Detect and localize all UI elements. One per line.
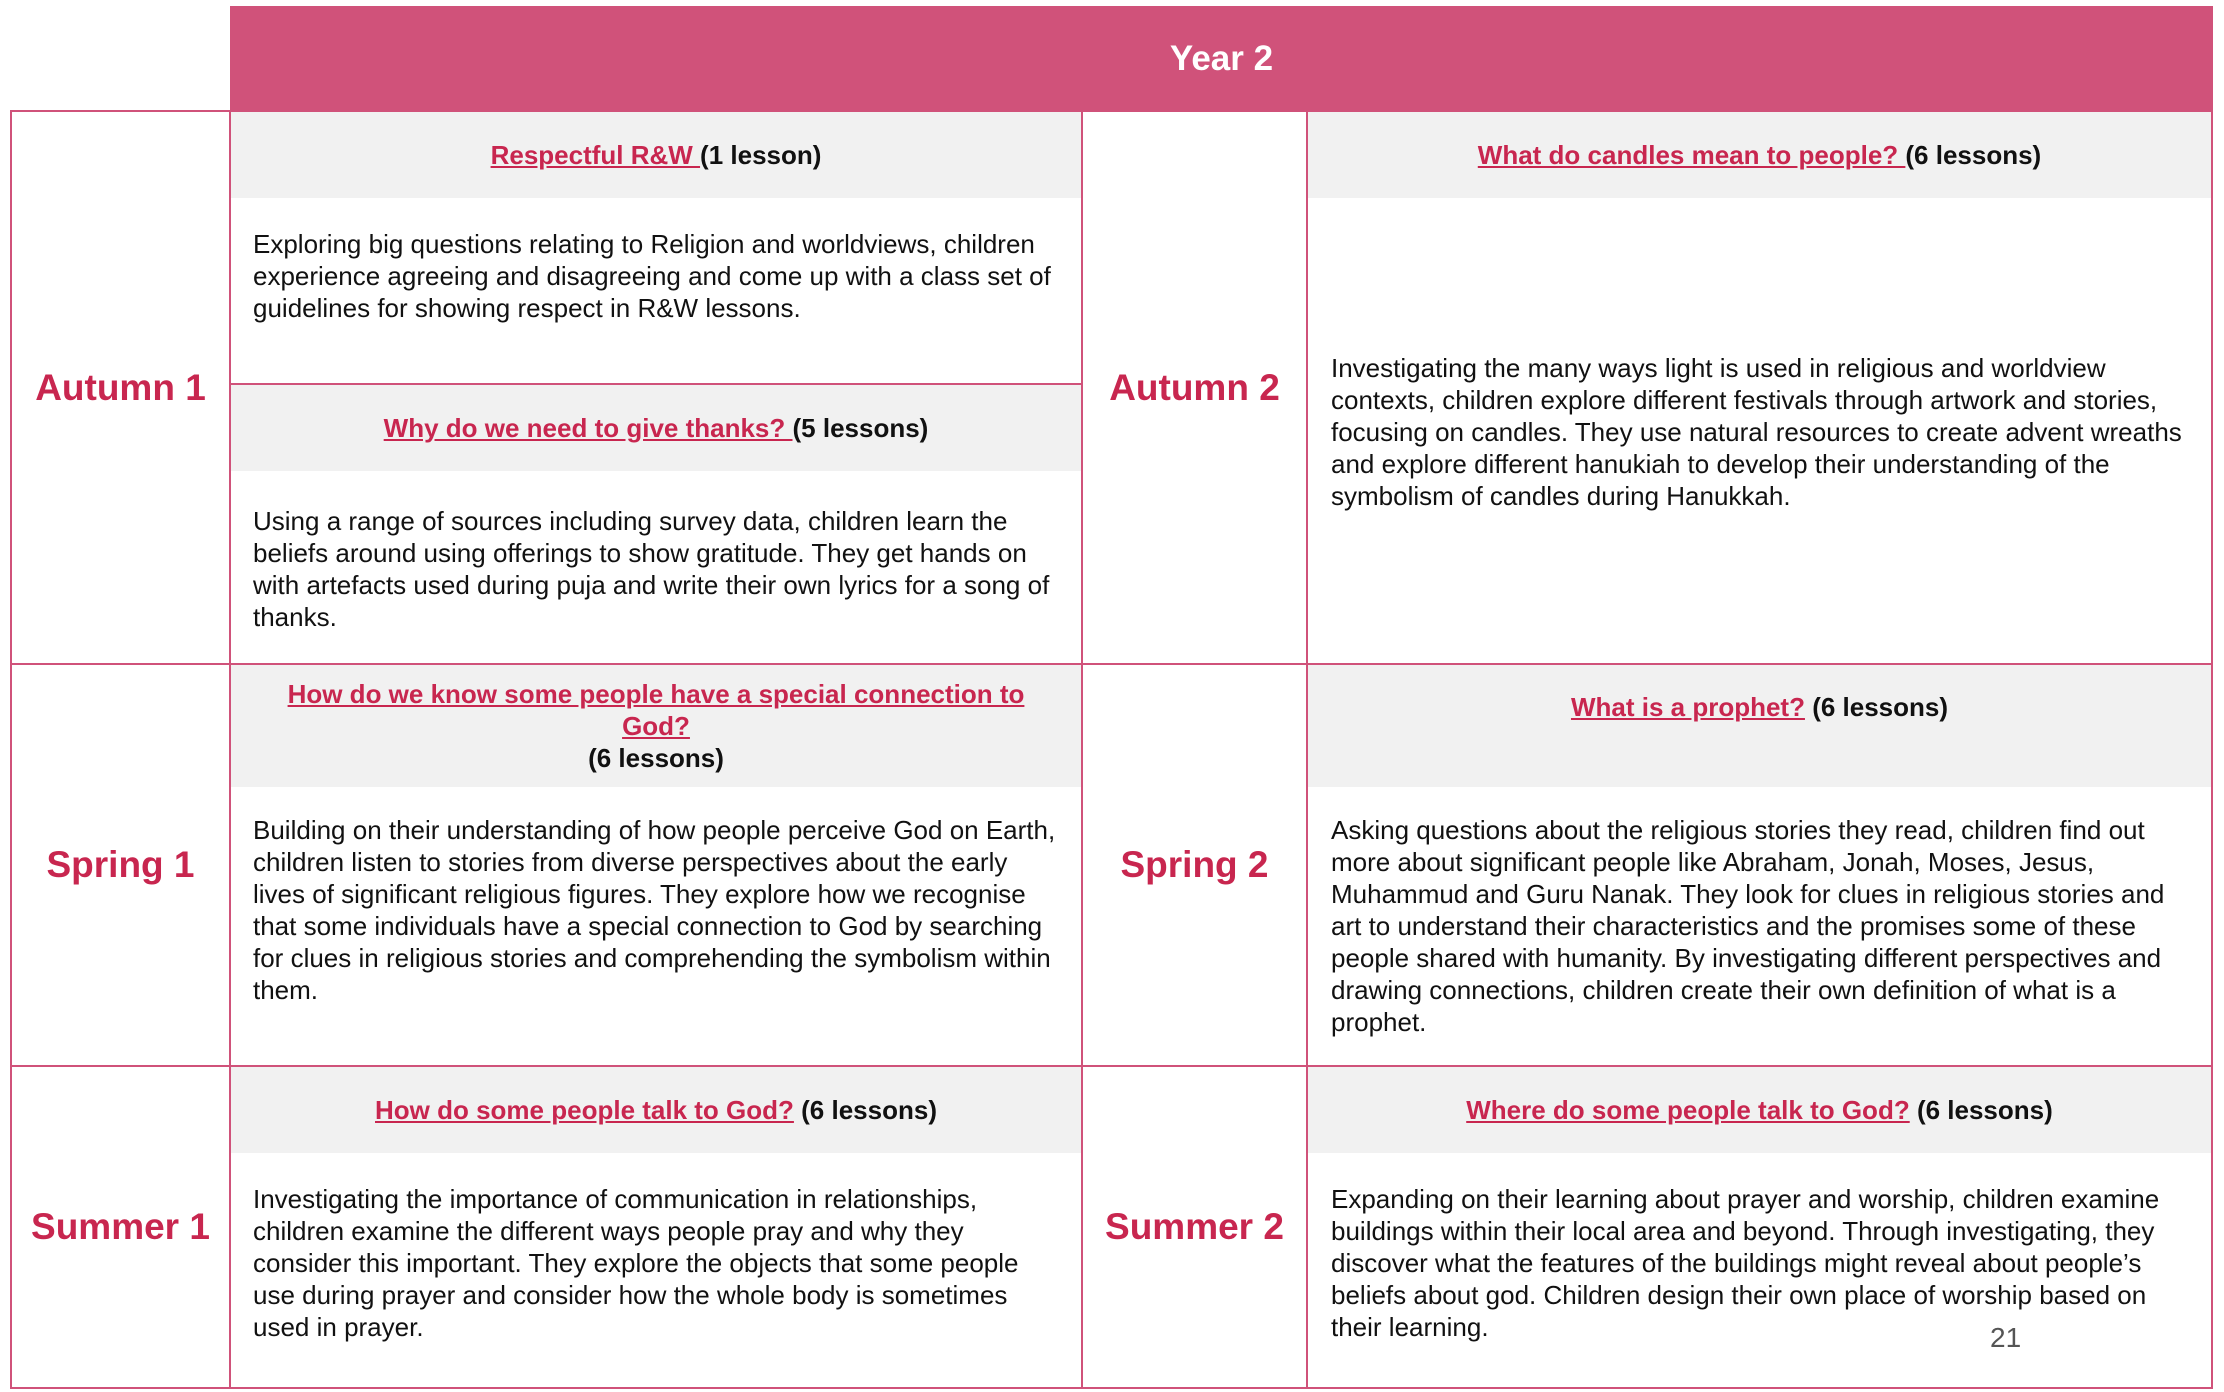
term-spring-2 — [1083, 665, 1306, 1065]
term-autumn-2 — [1083, 112, 1306, 663]
term-autumn-1 — [12, 112, 229, 663]
unit-title-candles — [1308, 112, 2211, 198]
unit-description-respectful: Exploring big questions relating to Religion and worldviews, children experience agreeing and disagreeing and come up with a class set of guidelines for showing respect in R&W lessons. — [253, 229, 1051, 323]
unit-link-thanks[interactable]: Why do we need to give thanks? — [383, 413, 793, 443]
unit-title-where — [1308, 1067, 2211, 1153]
page-number: 21 — [1990, 1322, 2022, 1353]
grid-line — [10, 1387, 2213, 1389]
unit-title-connection — [231, 665, 1081, 787]
unit-link-candles[interactable]: What do candles mean to people? — [1477, 140, 1906, 170]
unit-link-where[interactable]: Where do some people talk to God? — [1466, 1095, 1910, 1125]
lesson-count: (6 lessons) — [588, 743, 724, 773]
term-summer-2 — [1083, 1067, 1306, 1387]
unit-link-connection[interactable]: How do we know some people have a special connection to God? — [287, 679, 1025, 741]
year-title: Year 2 — [1169, 39, 1274, 78]
unit-title-talk — [231, 1067, 1081, 1153]
unit-link-respectful[interactable]: Respectful R&W — [490, 140, 701, 170]
unit-description-prophet: Asking questions about the religious stories they read, children find out more about significant people like Abraham, Jonah, Moses, Jesus, Muhammud and Guru Nanak. They look for clues in religious stories and art to understand their characteristics and the promises some of these people shared with humanity. By investigating different perspectives and drawing connections, children create their own definition of what is a prophet. — [1331, 815, 2165, 1037]
unit-description-thanks: Using a range of sources including survey data, children learn the beliefs around using offerings to show gratitude. They get hands on with artefacts used during puja and write their own lyrics for a song of thanks. — [253, 506, 1050, 632]
lesson-count: (6 lessons) — [1804, 692, 1949, 722]
unit-link-prophet[interactable]: What is a prophet? — [1570, 692, 1805, 722]
year-header — [230, 6, 2213, 112]
term-label: Autumn 2 — [1109, 366, 1280, 408]
unit-description-talk: Investigating the importance of communication in relationships, children examine the different ways people pray and why they consider this important. They explore the objects that some people use during prayer and consider how the whole body is sometimes used in prayer. — [253, 1184, 1019, 1342]
unit-description-candles: Investigating the many ways light is used in religious and worldview contexts, children explore different festivals through artwork and stories, focusing on candles. They use natural resources to create advent wreaths and explore different hanukiah to develop their understanding of the symbolism of candles during Hanukkah. — [1331, 353, 2182, 511]
grid-line — [2211, 6, 2213, 1389]
unit-description-connection: Building on their understanding of how people perceive God on Earth, children listen to stories from diverse perspectives about the early lives of significant religious figures. They explore how we recognise that some individuals have a special connection to God by searching for clues in religious stories and comprehending the symbolism within them. — [253, 815, 1056, 1005]
term-label: Autumn 1 — [35, 366, 206, 408]
unit-title-respectful — [231, 112, 1081, 198]
lesson-count: (6 lessons) — [1905, 140, 2042, 170]
lesson-count: (5 lessons) — [792, 413, 929, 443]
unit-link-talk[interactable]: How do some people talk to God? — [375, 1095, 794, 1125]
term-label: Spring 2 — [1120, 844, 1269, 885]
lesson-count: (6 lessons) — [793, 1095, 937, 1125]
term-spring-1 — [12, 665, 229, 1065]
term-label: Summer 1 — [31, 1206, 210, 1247]
term-summer-1 — [12, 1067, 229, 1387]
lesson-count: (6 lessons) — [1909, 1095, 2053, 1125]
unit-title-prophet — [1308, 665, 2211, 787]
unit-title-thanks — [231, 385, 1081, 471]
unit-description-where: Expanding on their learning about prayer and worship, children examine buildings within their local area and beyond. Through investigating, they discover what the features of the buildings might reveal about people’s beliefs about god. Children design their own place of worship based on their learning. — [1331, 1184, 2160, 1342]
lesson-count: (1 lesson) — [700, 140, 822, 170]
term-label: Summer 2 — [1105, 1206, 1284, 1247]
term-label: Spring 1 — [46, 844, 195, 885]
